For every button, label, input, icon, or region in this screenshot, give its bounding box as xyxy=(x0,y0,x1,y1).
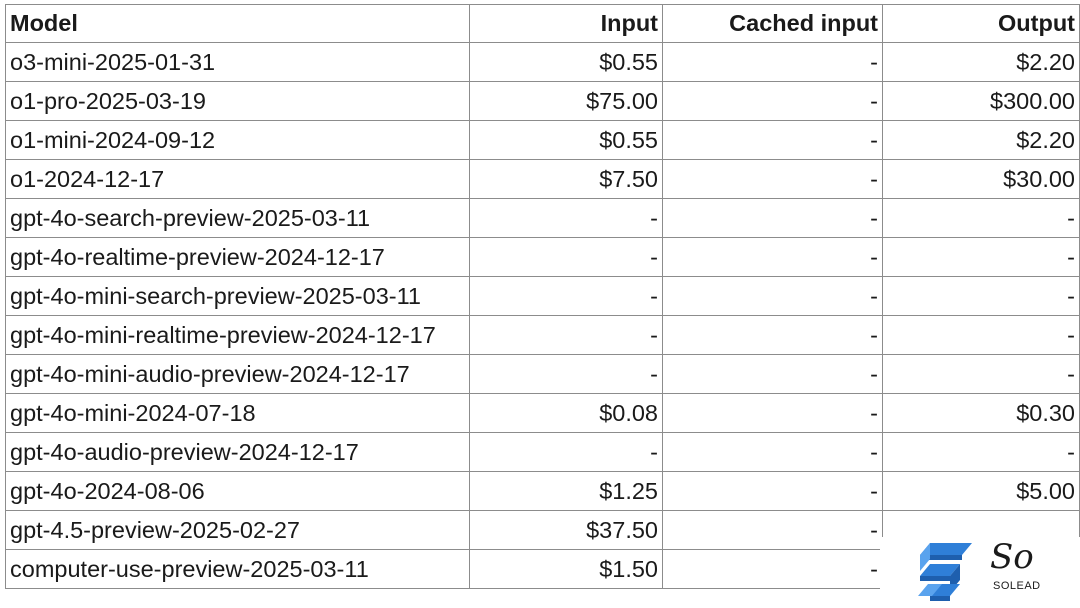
table-row xyxy=(6,394,1080,433)
input-price-cell: $0.08 xyxy=(470,394,663,433)
input-price-cell: - xyxy=(470,433,663,472)
output-price-cell: - xyxy=(883,433,1080,472)
model-cell: gpt-4o-2024-08-06 xyxy=(6,472,470,511)
logo-script-text: So xyxy=(990,537,1034,577)
cached-input-price-cell: - xyxy=(663,199,883,238)
input-price-cell: $1.25 xyxy=(470,472,663,511)
input-price-cell: - xyxy=(470,199,663,238)
output-price-cell: - xyxy=(883,277,1080,316)
output-price-cell: - xyxy=(883,316,1080,355)
input-price-cell: $1.50 xyxy=(470,550,663,589)
cached-input-price-cell: - xyxy=(663,355,883,394)
pricing-table xyxy=(5,4,1080,589)
cached-input-price-cell: - xyxy=(663,550,883,589)
model-cell: gpt-4o-mini-2024-07-18 xyxy=(6,394,470,433)
model-cell: computer-use-preview-2025-03-11 xyxy=(6,550,470,589)
model-cell: gpt-4o-mini-audio-preview-2024-12-17 xyxy=(6,355,470,394)
model-cell: gpt-4o-realtime-preview-2024-12-17 xyxy=(6,238,470,277)
model-cell: gpt-4.5-preview-2025-02-27 xyxy=(6,511,470,550)
model-cell: o3-mini-2025-01-31 xyxy=(6,43,470,82)
cached-input-price-cell: - xyxy=(663,238,883,277)
table-row xyxy=(6,433,1080,472)
cached-input-price-cell: - xyxy=(663,394,883,433)
cached-input-price-cell: - xyxy=(663,511,883,550)
output-price-cell: - xyxy=(883,199,1080,238)
input-price-cell: - xyxy=(470,277,663,316)
cached-input-price-cell: - xyxy=(663,433,883,472)
input-price-cell: $7.50 xyxy=(470,160,663,199)
table-row xyxy=(6,160,1080,199)
column-header-output: Output xyxy=(883,5,1080,43)
cached-input-price-cell: - xyxy=(663,121,883,160)
solead-s-logo-icon xyxy=(880,537,980,608)
column-header-cached-input: Cached input xyxy=(663,5,883,43)
output-price-cell: $300.00 xyxy=(883,82,1080,121)
input-price-cell: $75.00 xyxy=(470,82,663,121)
solead-logo xyxy=(880,537,1080,608)
model-cell: gpt-4o-mini-realtime-preview-2024-12-17 xyxy=(6,316,470,355)
input-price-cell: $0.55 xyxy=(470,121,663,160)
input-price-cell: $37.50 xyxy=(470,511,663,550)
cached-input-price-cell: - xyxy=(663,472,883,511)
table-row xyxy=(6,121,1080,160)
cached-input-price-cell: - xyxy=(663,316,883,355)
table-row xyxy=(6,316,1080,355)
output-price-cell: $2.20 xyxy=(883,43,1080,82)
table-row xyxy=(6,355,1080,394)
column-header-model: Model xyxy=(6,5,470,43)
input-price-cell: - xyxy=(470,238,663,277)
input-price-cell: $0.55 xyxy=(470,43,663,82)
table-row xyxy=(6,472,1080,511)
model-cell: o1-pro-2025-03-19 xyxy=(6,82,470,121)
model-cell: gpt-4o-audio-preview-2024-12-17 xyxy=(6,433,470,472)
table-row xyxy=(6,43,1080,82)
column-header-input: Input xyxy=(470,5,663,43)
model-cell: o1-mini-2024-09-12 xyxy=(6,121,470,160)
output-price-cell: - xyxy=(883,238,1080,277)
output-price-cell: $2.20 xyxy=(883,121,1080,160)
model-cell: o1-2024-12-17 xyxy=(6,160,470,199)
cached-input-price-cell: - xyxy=(663,82,883,121)
logo-wordmark: SOLEAD xyxy=(993,580,1041,592)
output-price-cell: $5.00 xyxy=(883,472,1080,511)
output-price-cell: $0.30 xyxy=(883,394,1080,433)
input-price-cell: - xyxy=(470,316,663,355)
table-row xyxy=(6,82,1080,121)
table-row xyxy=(6,277,1080,316)
table-row xyxy=(6,238,1080,277)
table-row xyxy=(6,199,1080,238)
table-header-row xyxy=(6,5,1080,43)
model-cell: gpt-4o-mini-search-preview-2025-03-11 xyxy=(6,277,470,316)
output-price-cell: - xyxy=(883,355,1080,394)
output-price-cell: $30.00 xyxy=(883,160,1080,199)
cached-input-price-cell: - xyxy=(663,43,883,82)
input-price-cell: - xyxy=(470,355,663,394)
model-cell: gpt-4o-search-preview-2025-03-11 xyxy=(6,199,470,238)
cached-input-price-cell: - xyxy=(663,160,883,199)
cached-input-price-cell: - xyxy=(663,277,883,316)
